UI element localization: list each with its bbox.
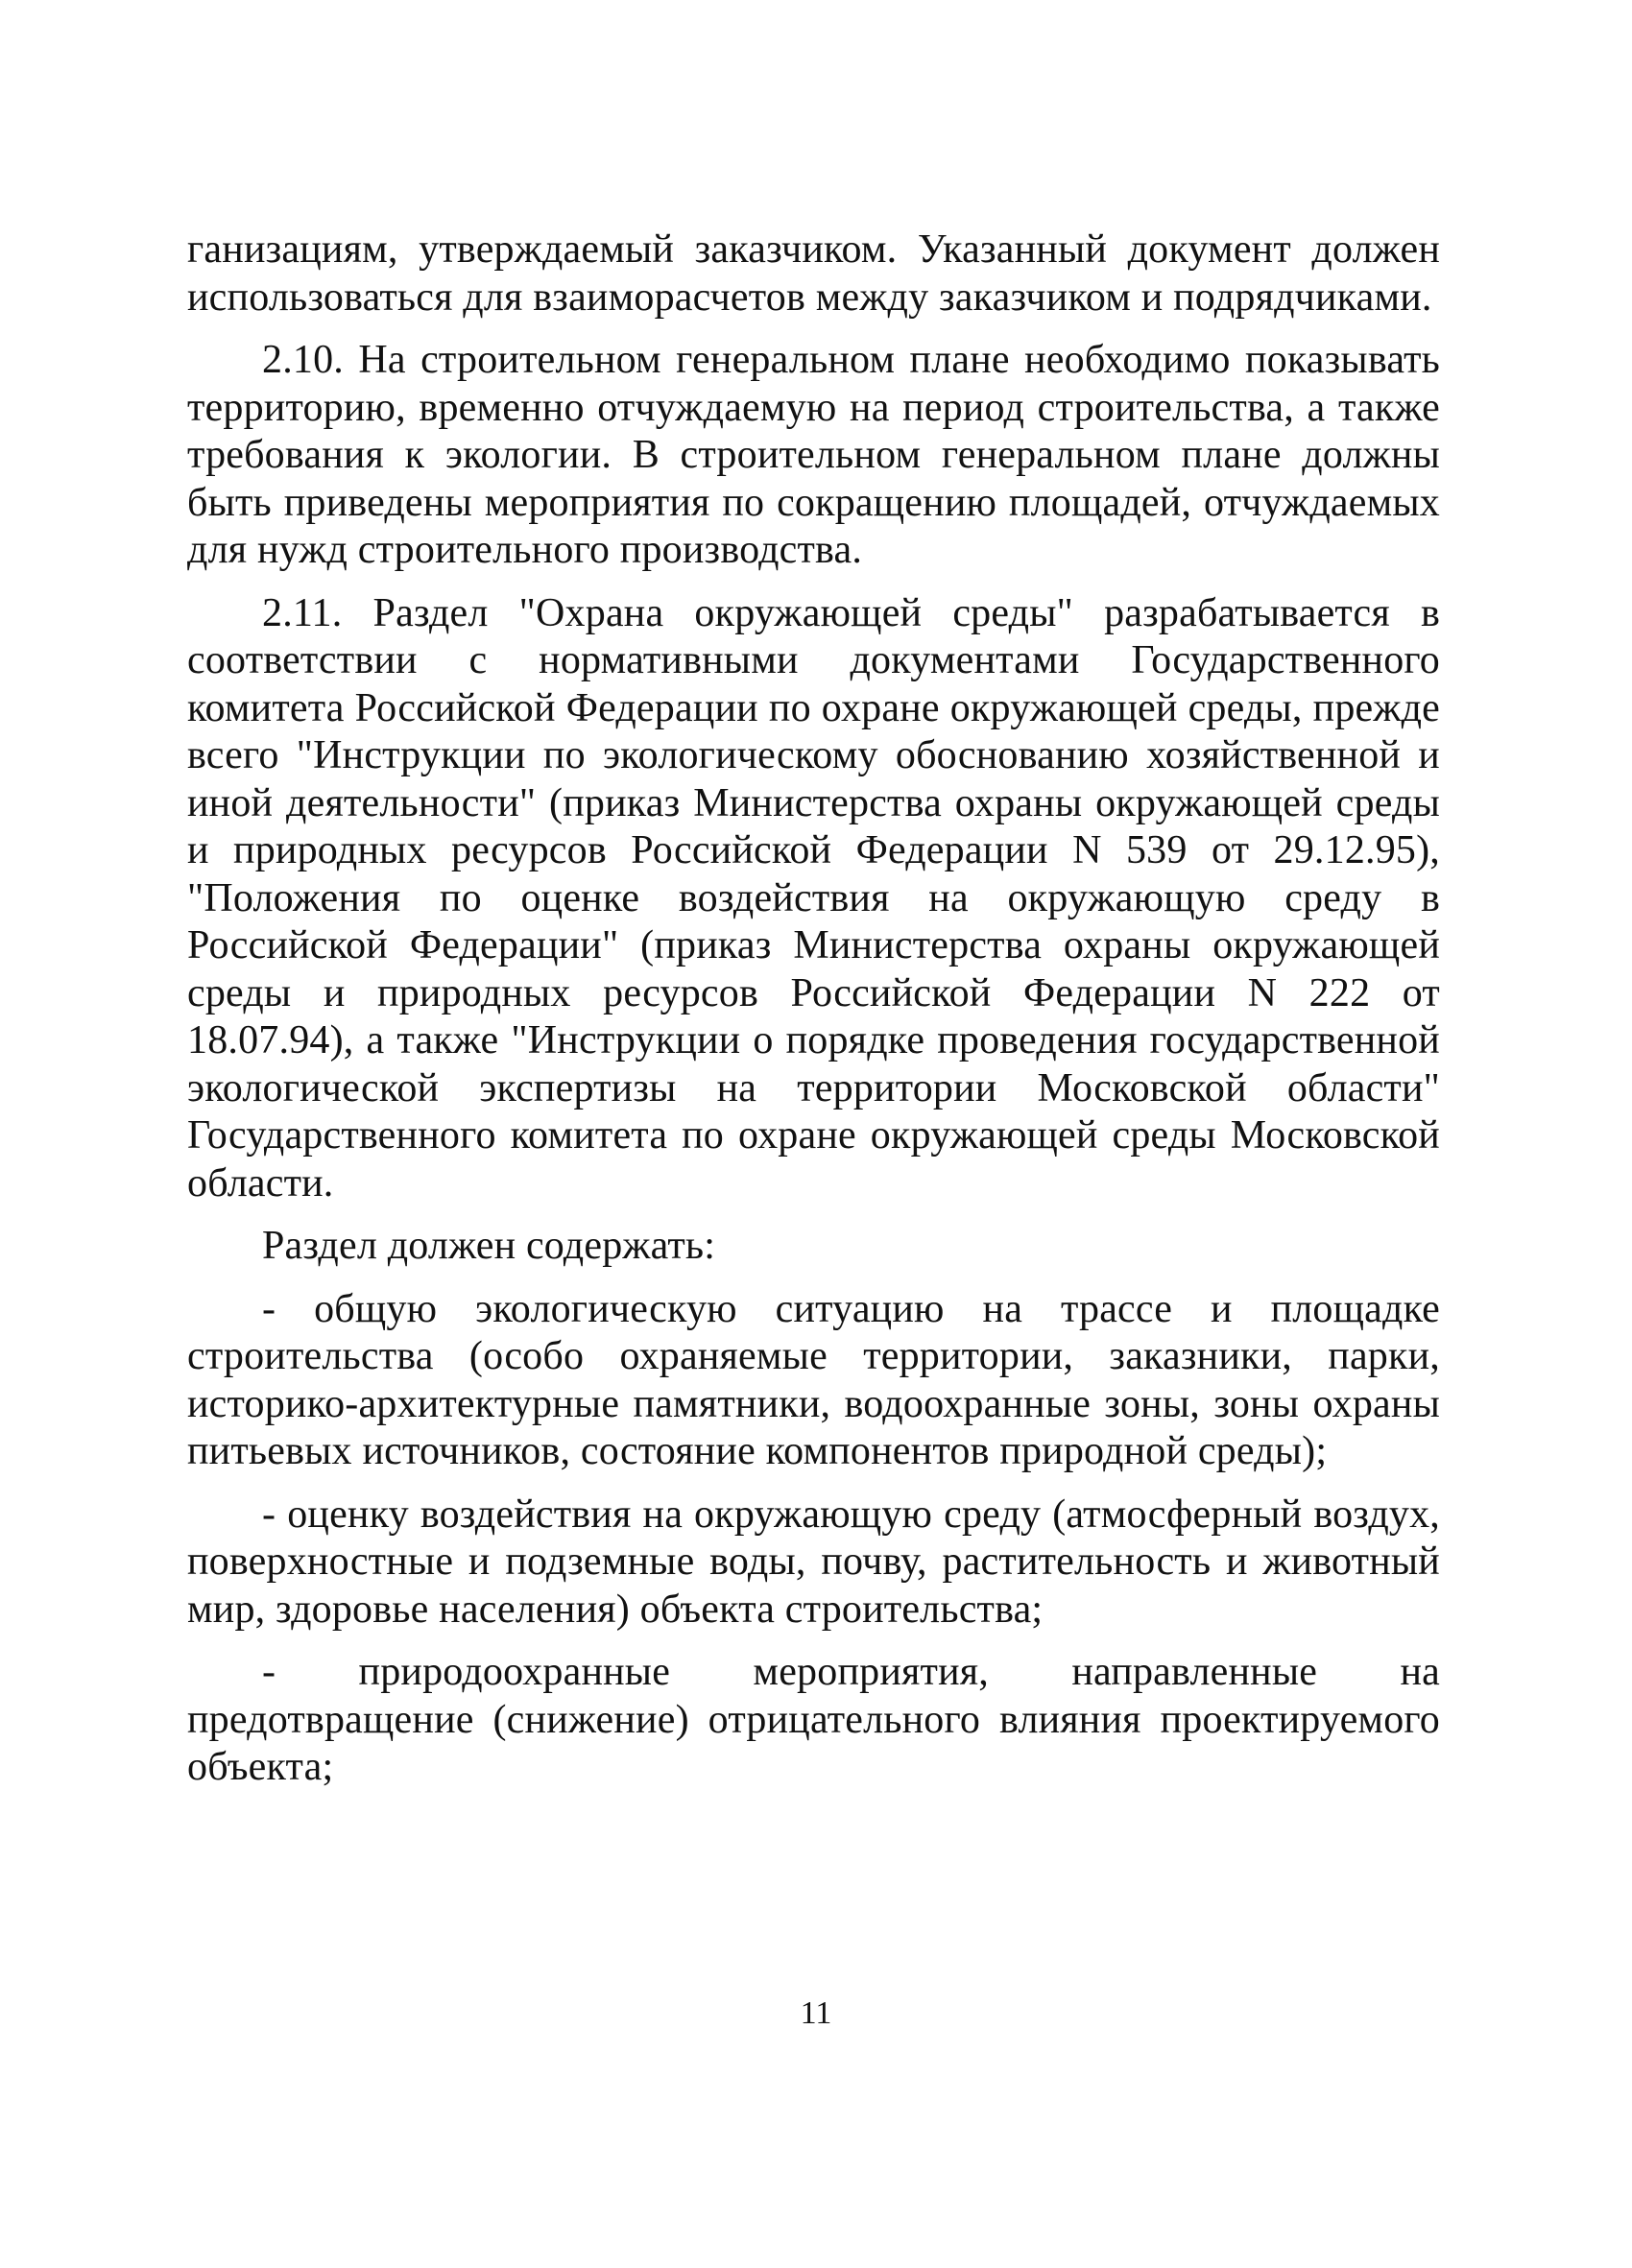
list-item-protection-measures: - природоохранные мероприятия, направленные на предотвращение (снижение) отрицательного влияния проектируемого объекта; (187, 1650, 1440, 1789)
section-contents-heading: Раздел должен содержать: (262, 1224, 716, 1268)
paragraph-2-10: 2.10. На строительном генеральном плане необходимо показывать территорию, временно отчуждаемую на период строительства, а также требования к экологии. В строительном генеральном плане должны быть приведены мероприятия по сокращению площадей, отчуждаемых для нужд строительного производства. (187, 338, 1440, 572)
body-text (187, 227, 1440, 1807)
paragraph-continuation: ганизациям, утверждаемый заказчиком. Указанный документ должен использоваться для взаиморасчетов между заказчиком и подрядчиками. (187, 227, 1440, 320)
paragraph-2-11: 2.11. Раздел "Охрана окружающей среды" разрабатывается в соответствии с нормативными документами Государственного комитета Российской Федерации по охране окружающей среды, прежде всего "Инструкции по экологическому обоснованию хозяйственной и иной деятельности" (приказ Министерства охраны окружающей среды и природных ресурсов Российской Федерации N 539 от 29.12.95), "Положения по оценке воздействия на окружающую среду в Российской Федерации" (приказ Министерства охраны окружающей среды и природных ресурсов Российской Федерации N 222 от 18.07.94), а также "Инструкции о порядке проведения государственной экологической экспертизы на территории Московской области" Государственного комитета по охране окружающей среды Московской области. (187, 590, 1440, 1206)
page-number: 11 (800, 1995, 832, 2031)
list-item-impact-assessment: - оценку воздействия на окружающую среду (атмосферный воздух, поверхностные и подземные воды, почву, растительность и животный мир, здоровье населения) объекта строительства; (187, 1492, 1440, 1632)
list-item-ecological-situation: - общую экологическую ситуацию на трассе и площадке строительства (особо охраняемые территории, заказники, парки, историко-архитектурные памятники, водоохранные зоны, зоны охраны питьевых источников, состояние компонентов природной среды); (187, 1286, 1440, 1473)
